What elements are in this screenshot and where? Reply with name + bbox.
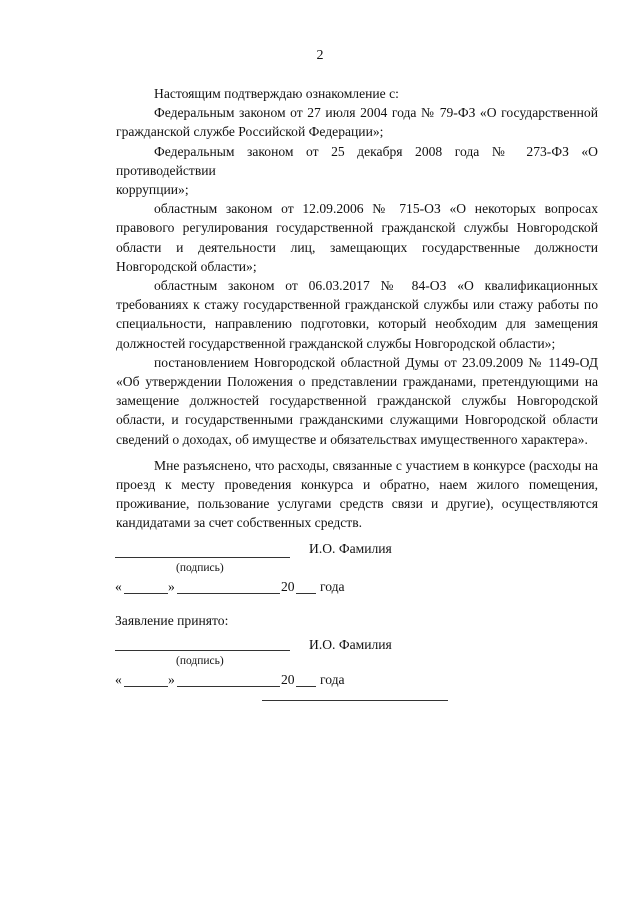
signature-line-2 [115,650,290,651]
accepted-label: Заявление принято: [115,613,229,628]
document-body [116,84,598,533]
date-month-line-2 [177,686,280,687]
paragraph-law-273fz-line2: коррупции»; [116,182,189,198]
date-year-prefix-2: 20 [281,672,295,687]
paragraph-law-79fz-line1: Федеральным законом от 27 июля 2004 года № 79-ФЗ «О государственной [154,105,598,121]
date-year-line-2 [296,686,316,687]
paragraph-expenses: Мне разъяснено, что расходы, связанные с участием в конкурсе (расходы на проезд к месту проведения конкурса и обратно, наем жилого помещения, проживание, пользование услугами средств связи и другие), осуществляются кандидатами за счет собственных средств. [116,457,598,531]
signature-caption-1: (подпись) [176,562,224,574]
paragraph-resolution-line1: постановлением Новгородской областной Думы от 23.09.2009 № 1149-ОД [154,354,598,370]
date-close-quote-1: » [168,579,175,594]
paragraph-law-84oz: областным законом от 06.03.2017 № 84-ОЗ «О квалификационных требованиях к стажу государственной гражданской службы или стажу работы по специальности, направлению подготовки, который необходим для замещения должностей государственной гражданской службы Новгородской области»; [116,278,598,351]
date-year-line-1 [296,593,316,594]
date-close-quote-2: » [168,672,175,687]
date-year-suffix-2: года [320,672,345,687]
paragraph-law-273fz-line1: Федеральным законом от 25 декабря 2008 года № 273-ФЗ «О противодействии [116,143,598,178]
date-open-quote-1: « [115,579,122,594]
paragraph-law-79fz-line2: гражданской службе Российской Федерации»; [116,124,384,140]
date-year-suffix-1: года [320,579,345,594]
paragraph-spacer [116,449,598,456]
paragraph-intro: Настоящим подтверждаю ознакомление с: [154,86,399,101]
signature-caption-2: (подпись) [176,655,224,667]
closing-rule [262,700,448,701]
page-number: 2 [316,48,324,63]
signature-fio-1: И.О. Фамилия [309,541,392,556]
paragraph-resolution-body: «Об утверждении Положения о представлении гражданами, претендующими на замещение должностей государственной гражданской службы Новгородской области, и государственными гражданскими служащими Новгородской области сведений о доходах, об имуществе и обязательствах имущественного характера». [116,374,598,447]
date-month-line-1 [177,593,280,594]
date-day-line-2 [124,686,168,687]
signature-line-1 [115,557,290,558]
paragraph-law-715oz: областным законом от 12.09.2006 № 715-ОЗ «О некоторых вопросах правового регулирования государственной гражданской службы Новгородской области и деятельности лиц, замещающих государственные должности Новгородской области»; [116,201,598,274]
date-open-quote-2: « [115,672,122,687]
signature-fio-2: И.О. Фамилия [309,637,392,652]
date-year-prefix-1: 20 [281,579,295,594]
date-day-line-1 [124,593,168,594]
